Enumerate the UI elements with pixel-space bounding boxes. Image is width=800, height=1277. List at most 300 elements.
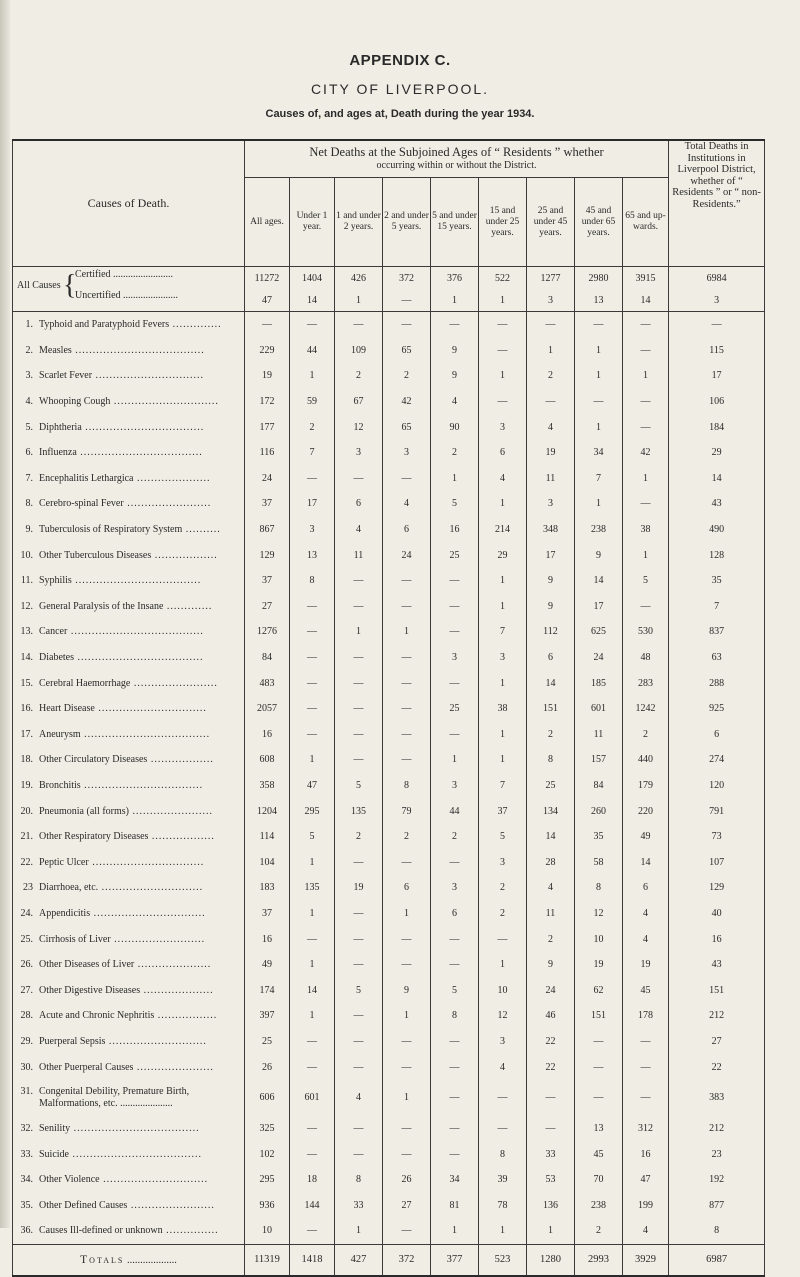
cell-value: 2 (527, 926, 575, 952)
cell-value: 22 (527, 1029, 575, 1055)
row-number: 11. (20, 575, 33, 587)
cell-value: — (527, 1116, 575, 1142)
cell-value: — (479, 926, 527, 952)
cause-label (13, 1003, 245, 1029)
cell-value: — (290, 1029, 335, 1055)
row-number: 29. (20, 1035, 33, 1047)
cell-value: 867 (245, 517, 290, 543)
column-header: All ages. (245, 178, 290, 267)
cell-value: 1 (383, 619, 431, 645)
cell-value: — (431, 952, 479, 978)
uncertified-label: Uncertified ...................... (75, 290, 179, 301)
cell-value: 134 (527, 798, 575, 824)
cell-value: 14 (527, 670, 575, 696)
brace-glyph: { (63, 270, 77, 301)
total-value: 427 (335, 1244, 383, 1276)
cell-value: — (290, 1141, 335, 1167)
cell-value: 5 (335, 773, 383, 799)
cell-value: 34 (575, 440, 623, 466)
cell-value: — (335, 696, 383, 722)
row-number: 2. (25, 344, 33, 356)
table-row (13, 875, 765, 901)
certified-value: 1277 (527, 267, 575, 290)
cell-value: 43 (669, 952, 765, 978)
cause-name: Cirrhosis of Liver (39, 933, 111, 945)
cell-value: 12 (335, 414, 383, 440)
cell-value: 37 (245, 568, 290, 594)
leader-dots: .................... (140, 984, 214, 996)
table-row (13, 747, 765, 773)
cell-value: — (623, 414, 669, 440)
table-subtitle: Causes of, and ages at, Death during the year 1934. (265, 108, 535, 120)
row-number: 10. (20, 549, 33, 561)
cell-value: — (290, 645, 335, 671)
cell-value: — (383, 645, 431, 671)
total-value: 11319 (245, 1244, 290, 1276)
cell-value: 37 (479, 798, 527, 824)
all-causes-text: All Causes (17, 280, 61, 291)
cell-value: 129 (669, 875, 765, 901)
cell-value: 312 (623, 1116, 669, 1142)
cell-value: 2 (335, 363, 383, 389)
row-number: 36. (20, 1225, 33, 1237)
cell-value: 1 (479, 747, 527, 773)
cell-value: 212 (669, 1116, 765, 1142)
certified-value: 372 (383, 267, 431, 290)
cell-value: 3 (431, 645, 479, 671)
cause-name: Peptic Ulcer (39, 856, 89, 868)
cell-value: 11 (575, 722, 623, 748)
cell-value: — (383, 926, 431, 952)
city-heading: CITY OF LIVERPOOL. (310, 81, 490, 97)
cell-value: — (479, 312, 527, 338)
cell-value: 14 (290, 977, 335, 1003)
cause-name: Scarlet Fever (39, 370, 93, 382)
cell-value: 2 (431, 824, 479, 850)
row-number: 32. (20, 1123, 33, 1135)
cell-value: — (335, 1054, 383, 1080)
cell-value: 102 (245, 1141, 290, 1167)
cell-value: 1 (335, 619, 383, 645)
row-number: 1. (25, 319, 33, 331)
cell-value: 1 (575, 414, 623, 440)
cell-value: 7 (290, 440, 335, 466)
cause-name: Syphilis (39, 575, 72, 587)
cell-value: 59 (290, 389, 335, 415)
cell-value: 220 (623, 798, 669, 824)
cause-label (13, 901, 245, 927)
cell-value: — (431, 849, 479, 875)
cell-value: 84 (245, 645, 290, 671)
cause-name: Tuberculosis of Respiratory System (39, 524, 183, 536)
cause-label (13, 389, 245, 415)
cell-value: 1 (479, 670, 527, 696)
cell-value: 65 (383, 414, 431, 440)
cause-label (13, 466, 245, 492)
cell-value: 5 (335, 977, 383, 1003)
cell-value: 3 (479, 849, 527, 875)
cell-value: 606 (245, 1080, 290, 1116)
table-row (13, 619, 765, 645)
table-row (13, 1029, 765, 1055)
uncertified-value: 14 (623, 289, 669, 312)
cell-value: 70 (575, 1167, 623, 1193)
row-number: 30. (20, 1061, 33, 1073)
leader-dots: .................. (151, 549, 218, 561)
cause-label (13, 926, 245, 952)
cell-value: — (383, 568, 431, 594)
cell-value: 24 (245, 466, 290, 492)
cause-label (13, 594, 245, 620)
cell-value: — (431, 722, 479, 748)
cell-value: 358 (245, 773, 290, 799)
cause-name: Puerperal Sepsis (39, 1035, 106, 1047)
leader-dots: .......... (182, 524, 221, 536)
cell-value: 34 (431, 1167, 479, 1193)
cell-value: — (527, 312, 575, 338)
table-row (13, 849, 765, 875)
cell-value: 114 (245, 824, 290, 850)
certified-value: 3915 (623, 267, 669, 290)
table-row (13, 440, 765, 466)
leader-dots: .............................. (99, 1174, 209, 1186)
cell-value: 1 (575, 491, 623, 517)
cause-name: Cerebro-spinal Fever (39, 498, 124, 510)
cell-value: — (245, 312, 290, 338)
table-row (13, 1003, 765, 1029)
cell-value: — (290, 722, 335, 748)
row-number: 16. (20, 703, 33, 715)
cell-value: 135 (290, 875, 335, 901)
cell-value: — (431, 619, 479, 645)
cell-value: 3 (479, 1029, 527, 1055)
cell-value: 129 (245, 542, 290, 568)
cell-value: 13 (290, 542, 335, 568)
table-row (13, 1167, 765, 1193)
cell-value: 6 (431, 901, 479, 927)
cell-value: 9 (527, 594, 575, 620)
row-number: 4. (25, 396, 33, 408)
cell-value: 17 (527, 542, 575, 568)
totals-label: Totals ................... (13, 1244, 245, 1276)
leader-dots: ..................... (117, 1097, 173, 1109)
cell-value: — (290, 312, 335, 338)
cell-value: — (335, 901, 383, 927)
cell-value: 8 (669, 1218, 765, 1244)
cell-value: 2 (479, 901, 527, 927)
cell-value: 3 (383, 440, 431, 466)
leader-dots: ............................... (92, 370, 205, 382)
cause-label (13, 875, 245, 901)
cause-name: Influenza (39, 447, 77, 459)
cell-value: 877 (669, 1193, 765, 1219)
cell-value: — (431, 926, 479, 952)
banner-line2: occurring within or without the District. (376, 160, 537, 171)
cell-value: 185 (575, 670, 623, 696)
leader-dots: ...................................... (67, 626, 204, 638)
leader-dots: .................. (148, 831, 215, 843)
cell-value: — (575, 1054, 623, 1080)
row-number: 23 (23, 882, 33, 894)
cause-name: Other Tuberculous Diseases (39, 549, 152, 561)
cell-value: 43 (669, 491, 765, 517)
cell-value: — (383, 849, 431, 875)
cell-value: — (431, 1116, 479, 1142)
cause-name: Heart Disease (39, 703, 95, 715)
cell-value: 104 (245, 849, 290, 875)
uncertified-value: — (383, 289, 431, 312)
total-value: 6987 (669, 1244, 765, 1276)
cause-name: Congenital Debility, Premature Birth, (39, 1085, 190, 1097)
certified-value: 426 (335, 267, 383, 290)
uncertified-value: 14 (290, 289, 335, 312)
cell-value: 29 (669, 440, 765, 466)
cell-value: 115 (669, 338, 765, 364)
leader-dots: ............... (162, 1225, 219, 1237)
cell-value: 90 (431, 414, 479, 440)
cause-name: Aneurysm (39, 728, 81, 740)
column-header: 45 and under 65 years. (575, 178, 623, 267)
cell-value: 177 (245, 414, 290, 440)
cell-value: 1 (623, 363, 669, 389)
cell-value: 1 (290, 952, 335, 978)
cause-label (13, 1116, 245, 1142)
cell-value: — (623, 1029, 669, 1055)
cell-value: 383 (669, 1080, 765, 1116)
cause-label (13, 773, 245, 799)
cell-value: 2 (431, 440, 479, 466)
cell-value: 238 (575, 1193, 623, 1219)
row-number: 31. (20, 1085, 33, 1097)
cause-name: Senility (39, 1123, 71, 1135)
cell-value: 3 (290, 517, 335, 543)
cell-value: 1 (479, 363, 527, 389)
cell-value: — (431, 670, 479, 696)
leader-dots: ..................... (133, 472, 211, 484)
cause-label (13, 440, 245, 466)
cell-value: 144 (290, 1193, 335, 1219)
cell-value: — (623, 338, 669, 364)
cell-value: — (383, 747, 431, 773)
column-header: 2 and under 5 years. (383, 178, 431, 267)
leader-dots: ................. (154, 1010, 218, 1022)
cause-name: Other Digestive Diseases (39, 984, 141, 996)
cell-value: — (290, 466, 335, 492)
cell-value: 19 (335, 875, 383, 901)
cell-value: — (383, 696, 431, 722)
total-value: 372 (383, 1244, 431, 1276)
cell-value: — (335, 1116, 383, 1142)
cause-label (13, 824, 245, 850)
table-row (13, 491, 765, 517)
cell-value: 1 (383, 901, 431, 927)
cell-value: 4 (383, 491, 431, 517)
cell-value: — (623, 1080, 669, 1116)
cell-value: 24 (527, 977, 575, 1003)
table-row (13, 414, 765, 440)
cell-value: 5 (623, 568, 669, 594)
cell-value: 179 (623, 773, 669, 799)
cell-value: — (383, 1218, 431, 1244)
cause-label (13, 1218, 245, 1244)
cell-value: 172 (245, 389, 290, 415)
cell-value: 6 (335, 491, 383, 517)
cell-value: 4 (479, 1054, 527, 1080)
totals-row (13, 1244, 765, 1276)
row-number: 19. (20, 779, 33, 791)
cell-value: 107 (669, 849, 765, 875)
table-row (13, 338, 765, 364)
table-row (13, 952, 765, 978)
total-value: 377 (431, 1244, 479, 1276)
cell-value: 601 (290, 1080, 335, 1116)
row-number: 25. (20, 933, 33, 945)
leader-dots: ............................ (105, 1035, 207, 1047)
cell-value: 11 (335, 542, 383, 568)
cause-label (13, 338, 245, 364)
table-row (13, 926, 765, 952)
cell-value: — (290, 1116, 335, 1142)
row-number: 34. (20, 1174, 33, 1186)
cell-value: — (335, 1029, 383, 1055)
uncertified-value: 47 (245, 289, 290, 312)
table-row (13, 1193, 765, 1219)
cell-value: 46 (527, 1003, 575, 1029)
cell-value: 11 (527, 901, 575, 927)
cell-value: — (431, 594, 479, 620)
cause-label (13, 1193, 245, 1219)
cell-value: 1242 (623, 696, 669, 722)
institutions-header: Total Deaths in Institutions in Liverpool District, whether of “ Residents ” or “ non-Residents.” (669, 140, 765, 267)
cell-value: 10 (575, 926, 623, 952)
cell-value: 1 (527, 338, 575, 364)
cell-value: 283 (623, 670, 669, 696)
cell-value: — (335, 1141, 383, 1167)
cause-label (13, 696, 245, 722)
uncertified-value: 3 (527, 289, 575, 312)
appendix-heading: APPENDIX C. (349, 52, 451, 69)
cause-label (13, 414, 245, 440)
cell-value: — (623, 594, 669, 620)
cause-name: General Paralysis of the Insane (39, 600, 164, 612)
row-number: 12. (20, 600, 33, 612)
cause-name: Other Circulatory Diseases (39, 754, 148, 766)
cell-value: 4 (479, 466, 527, 492)
cell-value: 37 (245, 901, 290, 927)
cell-value: 1 (527, 1218, 575, 1244)
table-row (13, 824, 765, 850)
cell-value: 44 (290, 338, 335, 364)
cell-value: — (290, 1218, 335, 1244)
cell-value: 1 (479, 568, 527, 594)
cell-value: 24 (383, 542, 431, 568)
row-number: 14. (20, 652, 33, 664)
cell-value: 8 (290, 568, 335, 594)
cell-value: 1 (623, 466, 669, 492)
cell-value: 13 (575, 1116, 623, 1142)
cell-value: 936 (245, 1193, 290, 1219)
cause-name: Other Puerperal Causes (39, 1061, 134, 1073)
cause-name: Other Respiratory Diseases (39, 831, 149, 843)
certified-value: 1404 (290, 267, 335, 290)
cell-value: 4 (527, 414, 575, 440)
cause-label (13, 645, 245, 671)
cell-value: 16 (245, 926, 290, 952)
cause-label (13, 849, 245, 875)
cell-value: 1 (431, 1218, 479, 1244)
cause-name: Whooping Cough (39, 396, 111, 408)
cell-value: — (383, 1029, 431, 1055)
cell-value: — (479, 389, 527, 415)
column-header: 15 and under 25 years. (479, 178, 527, 267)
cause-label (13, 568, 245, 594)
cell-value: 1 (479, 1218, 527, 1244)
cell-value: 136 (527, 1193, 575, 1219)
cell-value: — (479, 338, 527, 364)
leader-dots: .................................... (70, 1123, 200, 1135)
uncertified-value: 3 (669, 289, 765, 312)
cause-label (13, 722, 245, 748)
cell-value: 1 (479, 491, 527, 517)
cell-value: 12 (575, 901, 623, 927)
total-value: 1418 (290, 1244, 335, 1276)
cause-label (13, 1141, 245, 1167)
cause-name: Cerebral Haemorrhage (39, 677, 131, 689)
cell-value: 7 (669, 594, 765, 620)
cell-value: — (383, 670, 431, 696)
cell-value: 837 (669, 619, 765, 645)
cell-value: 29 (479, 542, 527, 568)
cell-value: 10 (245, 1218, 290, 1244)
cell-value: — (290, 619, 335, 645)
cause-label (13, 670, 245, 696)
cell-value: — (575, 1029, 623, 1055)
cell-value: — (479, 1116, 527, 1142)
cell-value: — (623, 1054, 669, 1080)
cell-value: 238 (575, 517, 623, 543)
cell-value: — (431, 1080, 479, 1116)
cell-value: 42 (623, 440, 669, 466)
cell-value: 151 (527, 696, 575, 722)
cell-value: — (335, 722, 383, 748)
cause-label (13, 1080, 245, 1116)
row-number: 6. (25, 447, 33, 459)
cell-value: 4 (431, 389, 479, 415)
cell-value: 2 (383, 824, 431, 850)
cell-value: 45 (623, 977, 669, 1003)
table-row (13, 1141, 765, 1167)
cell-value: — (431, 312, 479, 338)
cell-value: — (575, 389, 623, 415)
cell-value: 1 (431, 466, 479, 492)
cell-value: 35 (575, 824, 623, 850)
cell-value: 7 (479, 773, 527, 799)
cell-value: — (335, 594, 383, 620)
cell-value: 22 (527, 1054, 575, 1080)
cell-value: 48 (623, 645, 669, 671)
cell-value: 5 (290, 824, 335, 850)
cell-value: 295 (245, 1167, 290, 1193)
cause-name: Diarrhoea, etc. (39, 882, 99, 894)
leader-dots: ........................ (123, 498, 212, 510)
cause-label (13, 491, 245, 517)
cell-value: 26 (383, 1167, 431, 1193)
cell-value: 2057 (245, 696, 290, 722)
cell-value: 4 (335, 1080, 383, 1116)
leader-dots: ..................................... (71, 344, 205, 356)
cause-name: Measles (39, 344, 72, 356)
cell-value: — (335, 747, 383, 773)
